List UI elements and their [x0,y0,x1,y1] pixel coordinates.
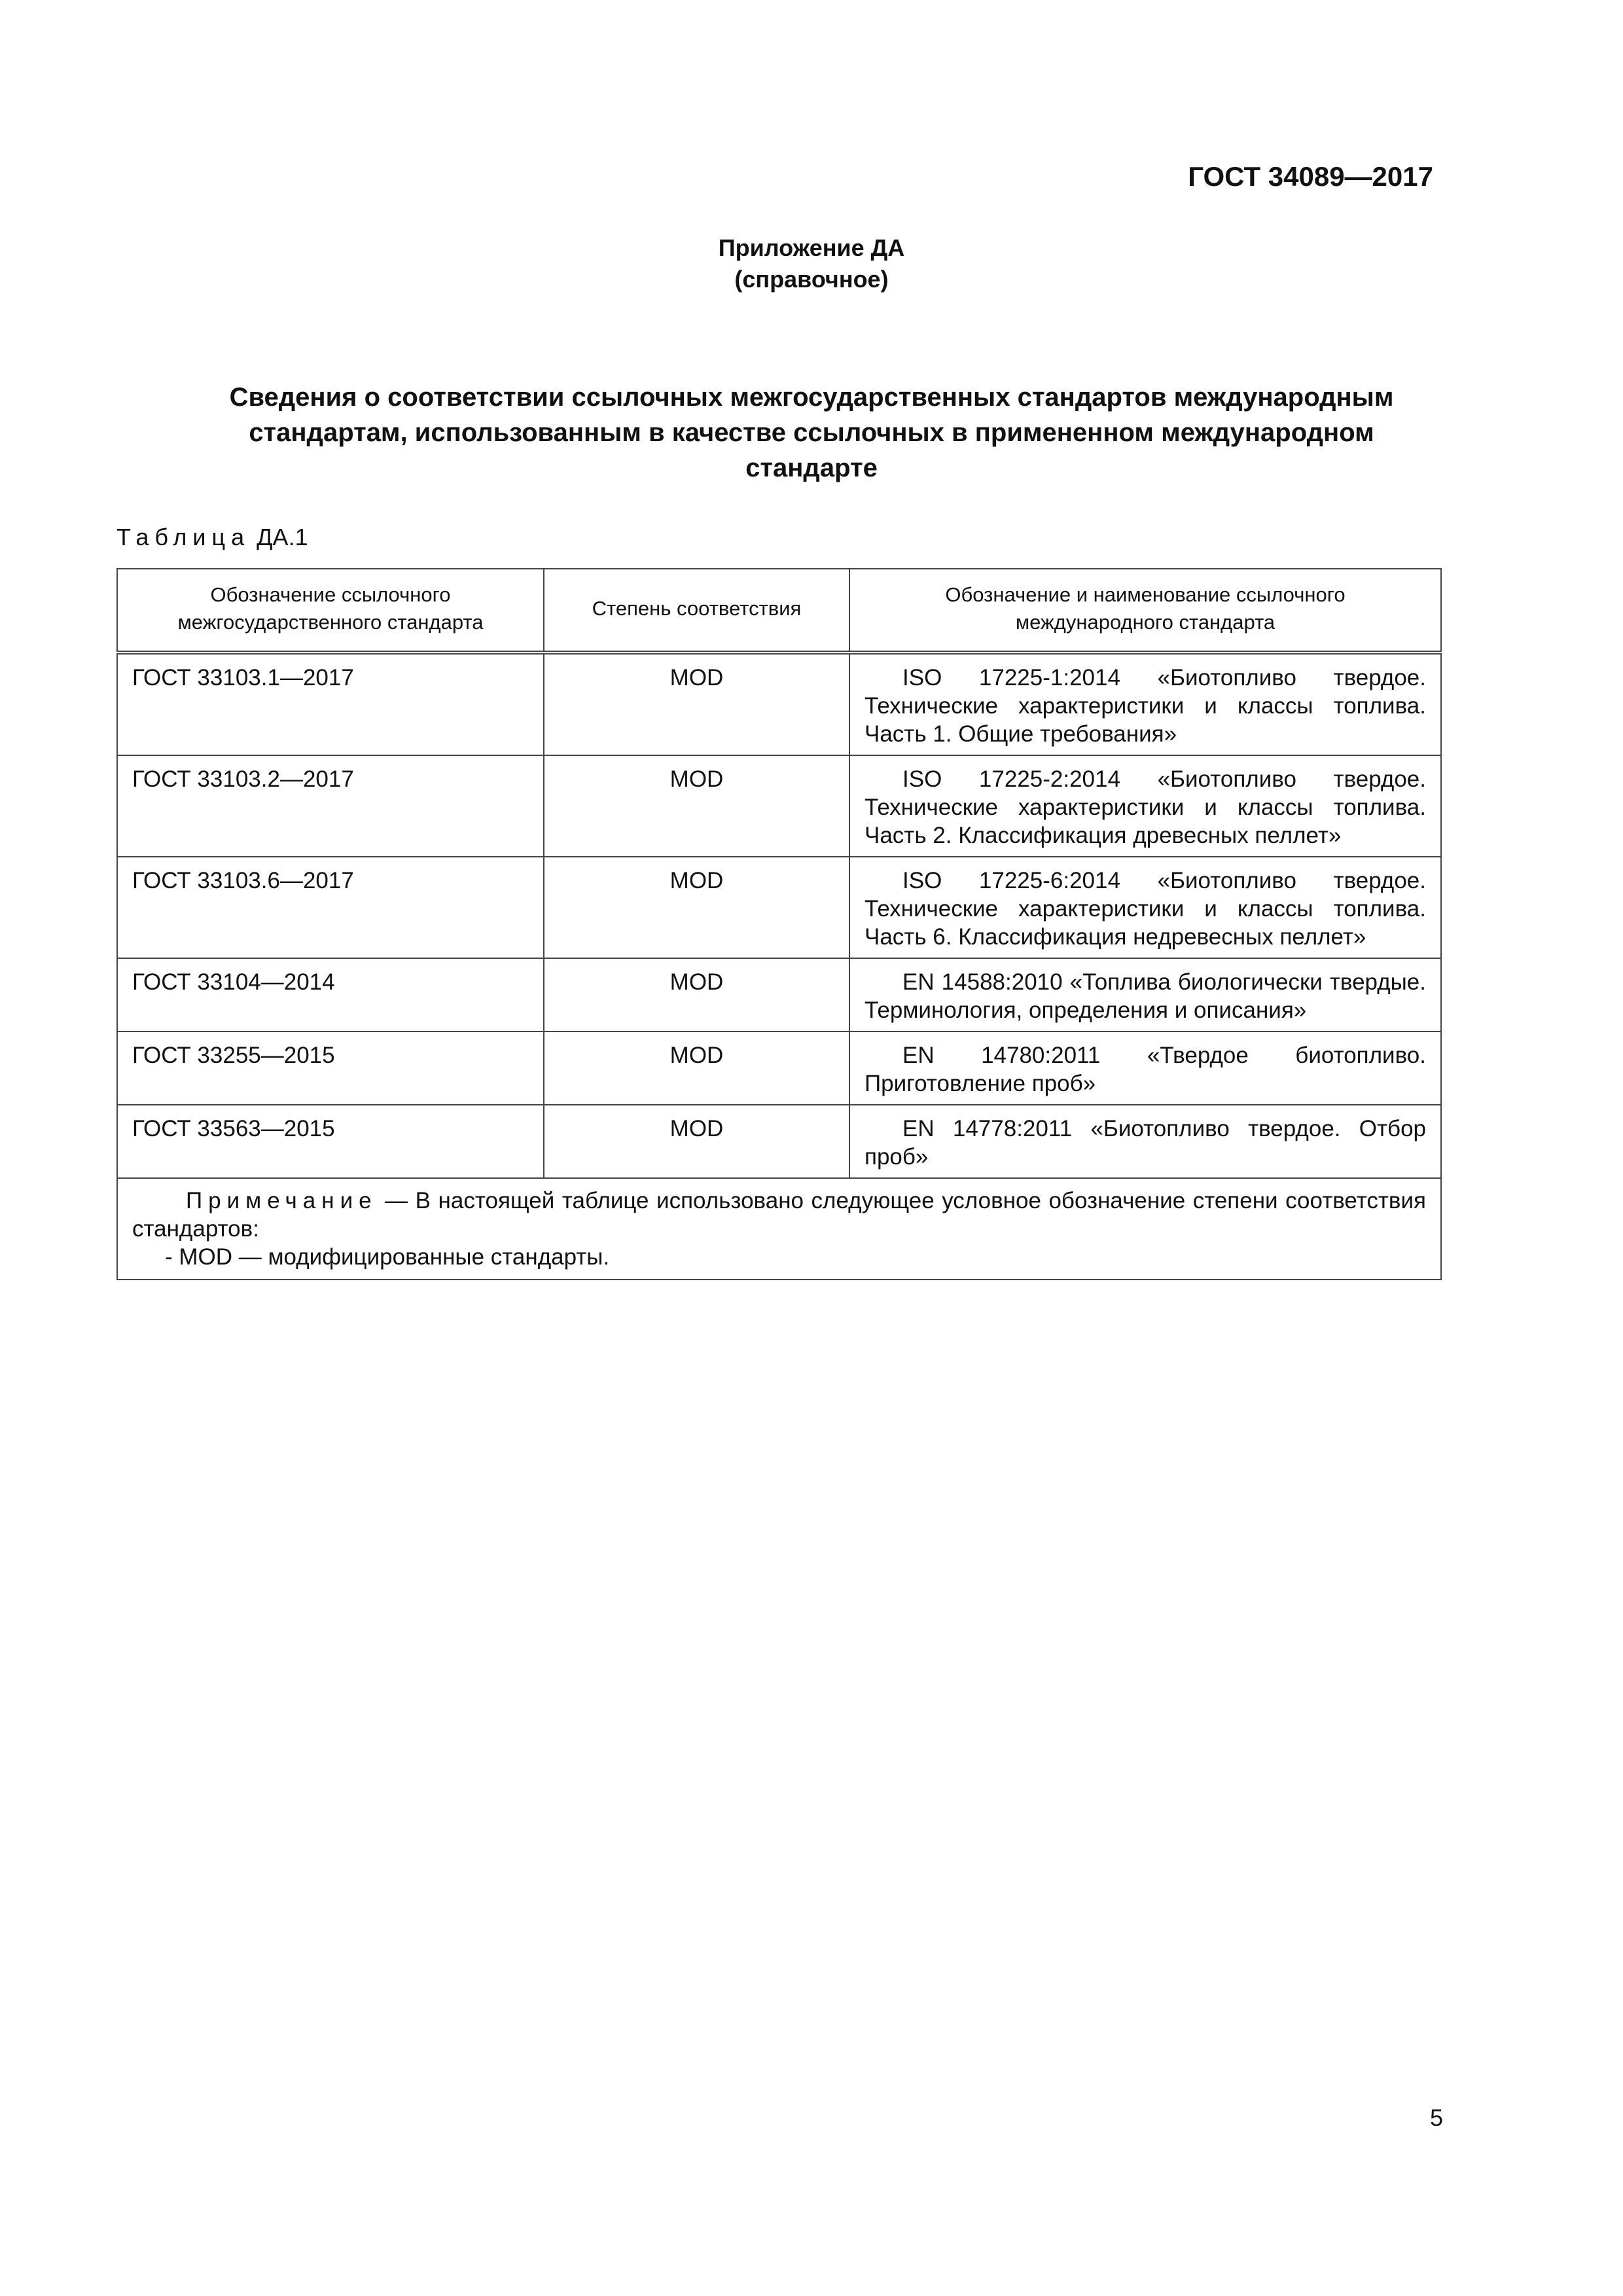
table-note-row [117,1178,1441,1280]
section-title [151,380,1472,486]
table-row [117,755,1441,857]
table-row [117,857,1441,958]
header-text: Обозначение ссылочного [210,583,451,606]
table-row [117,1031,1441,1105]
header-text: Степень соответствия [592,597,802,620]
header-text: межгосударственного стандарта [177,611,484,634]
cell-degree: MOD [544,755,849,857]
table-label [116,524,308,551]
appendix-subtitle: (справочное) [734,266,889,293]
reference-table [116,568,1442,1280]
cell-degree: MOD [544,653,849,755]
cell-standard: ГОСТ 33103.1—2017 [117,653,544,755]
section-title-line: стандарте [745,454,878,482]
table-row [117,958,1441,1031]
note-text [132,1187,1426,1243]
table-header-row [117,569,1441,653]
cell-international: EN 14778:2011 «Биотопливо твердое. Отбор проб» [849,1105,1441,1178]
header-degree [544,569,849,653]
cell-international: ISO 17225-6:2014 «Биотопливо твердое. Технические характеристики и классы топлива. Часть 6. Классификация недревесных пеллет» [849,857,1441,958]
table-label-number: ДА.1 [257,524,308,550]
cell-international: EN 14588:2010 «Топлива биологически твердые. Терминология, определения и описания» [849,958,1441,1031]
table-note [117,1178,1441,1280]
appendix-title: Приложение ДА [718,234,905,261]
cell-international: ISO 17225-2:2014 «Биотопливо твердое. Технические характеристики и классы топлива. Часть 2. Классификация древесных пеллет» [849,755,1441,857]
section-title-line: стандартам, использованным в качестве ссылочных в примененном международном [249,418,1374,447]
cell-degree: MOD [544,1031,849,1105]
cell-standard: ГОСТ 33103.6—2017 [117,857,544,958]
header-text: Обозначение и наименование ссылочного [945,583,1346,606]
section-title-line: Сведения о соответствии ссылочных межгосударственных стандартов международным [229,383,1394,412]
cell-standard: ГОСТ 33103.2—2017 [117,755,544,857]
table-label-prefix: Таблица [116,524,251,550]
cell-degree: MOD [544,1105,849,1178]
cell-international: EN 14780:2011 «Твердое биотопливо. Приготовление проб» [849,1031,1441,1105]
cell-standard: ГОСТ 33563—2015 [117,1105,544,1178]
note-body: — В настоящей таблице использовано следующее условное обозначение степени соответствия стандартов: [132,1188,1426,1242]
table-row [117,653,1441,755]
header-international-standard [849,569,1441,653]
cell-degree: MOD [544,958,849,1031]
note-list-item: - MOD — модифицированные стандарты. [165,1244,610,1270]
cell-degree: MOD [544,857,849,958]
appendix-heading [0,232,1623,295]
note-label: Примечание [186,1188,378,1213]
cell-standard: ГОСТ 33104—2014 [117,958,544,1031]
cell-standard: ГОСТ 33255—2015 [117,1031,544,1105]
header-text: международного стандарта [1015,611,1275,634]
document-code: ГОСТ 34089—2017 [1188,161,1433,192]
header-reference-standard [117,569,544,653]
cell-international: ISO 17225-1:2014 «Биотопливо твердое. Технические характеристики и классы топлива. Часть 1. Общие требования» [849,653,1441,755]
table-row [117,1105,1441,1178]
page-number: 5 [1429,2104,1443,2131]
